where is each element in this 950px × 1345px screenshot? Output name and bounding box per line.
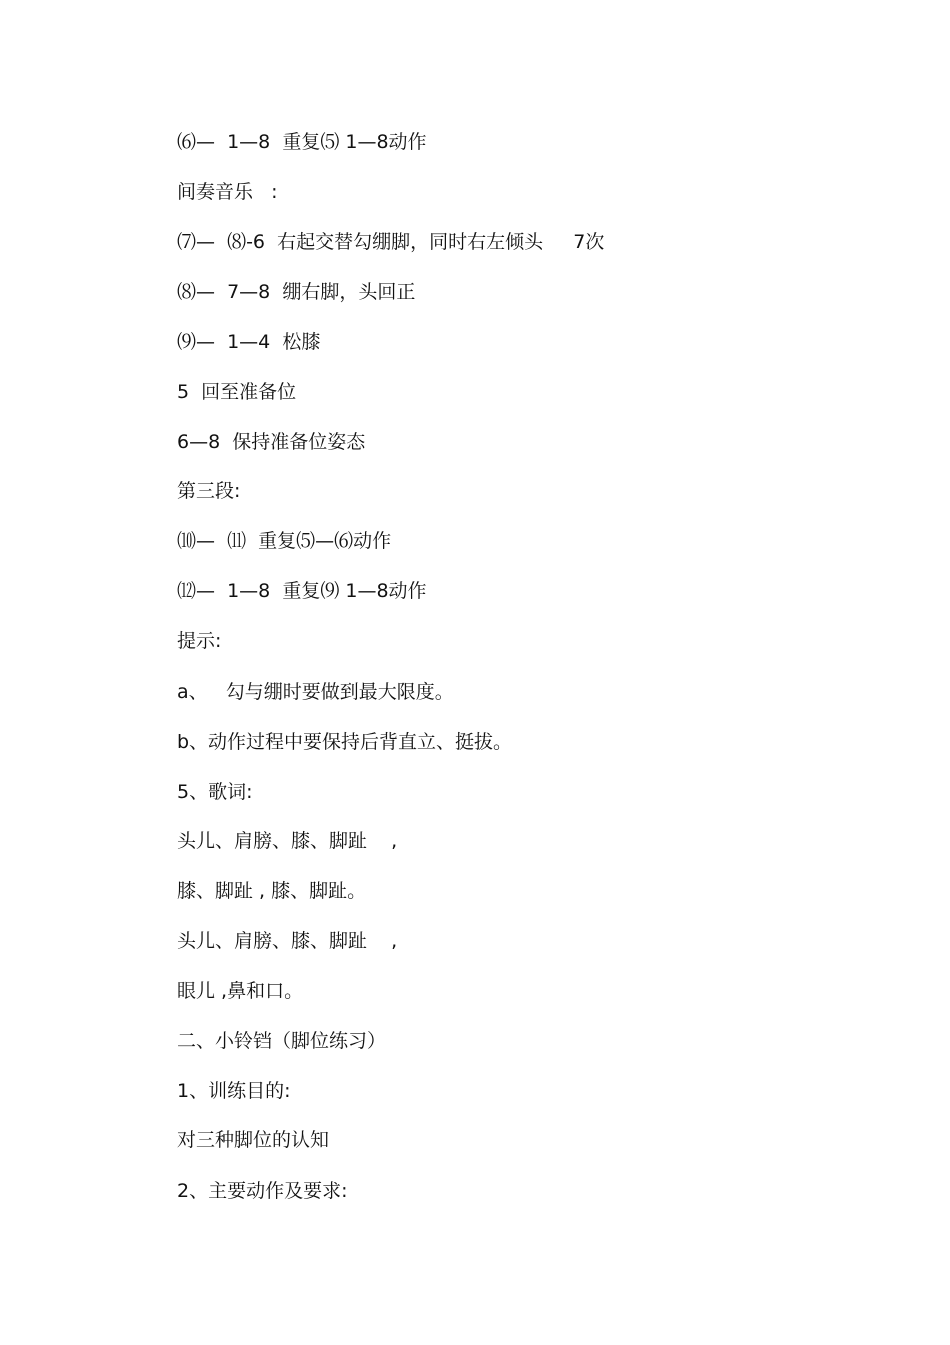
text-line: ⑺— ⑻-6 右起交替勾绷脚，同时右左倾头 7次 [177, 231, 605, 253]
text-line: ⑻— 7—8 绷右脚，头回正 [177, 281, 416, 303]
lyric-line: 头儿、肩膀、膝、脚趾 , [177, 930, 398, 952]
text-line: 6—8 保持准备位姿态 [177, 431, 366, 453]
lyric-line: 眼儿 ,鼻和口。 [177, 980, 304, 1002]
section-heading: 1、训练目的: [177, 1080, 291, 1102]
section-heading: 5、歌词: [177, 781, 253, 803]
section-heading: 第三段: [177, 480, 241, 502]
section-heading: 二、小铃铛（脚位练习） [177, 1030, 387, 1052]
text-line: ⑿— 1—8 重复⑼ 1—8动作 [177, 580, 427, 602]
text-line: 5 回至准备位 [177, 381, 297, 403]
lyric-line: 膝、脚趾 , 膝、脚趾。 [177, 880, 367, 902]
section-heading: 提示: [177, 630, 222, 652]
text-line: 对三种脚位的认知 [177, 1129, 330, 1151]
text-line: ⑹— 1—8 重复⑸ 1—8动作 [177, 131, 427, 153]
text-line: ⑼— 1—4 松膝 [177, 331, 321, 353]
lyric-line: 头儿、肩膀、膝、脚趾 , [177, 830, 398, 852]
text-line: b、动作过程中要保持后背直立、挺拔。 [177, 731, 513, 753]
text-line: 间奏音乐 : [177, 181, 278, 203]
section-heading: 2、主要动作及要求: [177, 1180, 348, 1202]
text-line: a、 勾与绷时要做到最大限度。 [177, 681, 454, 703]
text-line: ⑽— ⑾ 重复⑸—⑹动作 [177, 530, 392, 552]
